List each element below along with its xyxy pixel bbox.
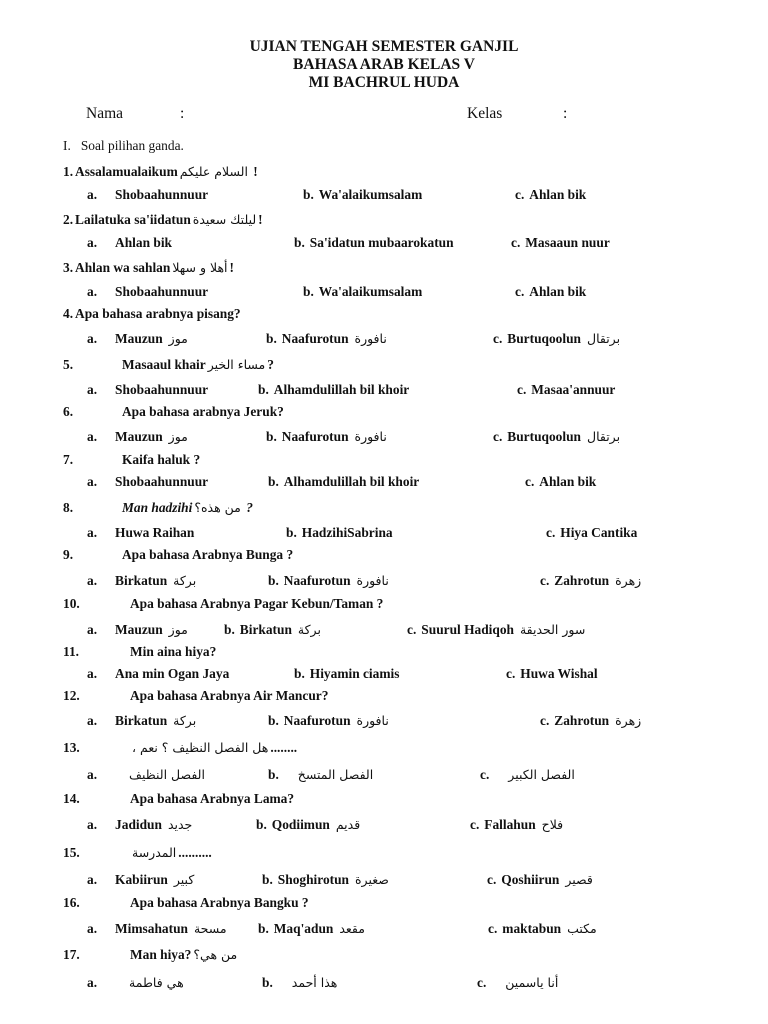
option-text: Shobaahunnuur: [115, 284, 209, 299]
option-label: a.: [87, 187, 98, 202]
option-text: Huwa Raihan: [115, 525, 195, 540]
option-15-b[interactable]: [262, 873, 389, 887]
question-text: Apa bahasa Arabnya Air Mancur?: [130, 688, 329, 703]
option-arabic: نافورة: [356, 713, 389, 728]
option-arabic: نافورة: [354, 429, 387, 444]
question-text: Min aina hiya?: [130, 644, 217, 659]
option-label: b.: [262, 975, 273, 990]
option-label: b.: [268, 713, 279, 728]
question-text: Apa bahasa Arabnya Bangku ?: [130, 895, 309, 910]
option-arabic: زهرة: [615, 573, 642, 588]
question-arabic: السلام عليكم: [179, 164, 248, 179]
option-arabic: جديد: [167, 817, 193, 832]
question-5: [63, 357, 274, 372]
option-10-c[interactable]: [407, 623, 585, 637]
option-2-b[interactable]: [294, 236, 454, 249]
option-12-c[interactable]: [540, 714, 641, 728]
question-number: 17.: [63, 947, 80, 962]
option-4-c[interactable]: [493, 332, 620, 346]
option-text: Mimsahatun: [115, 921, 188, 936]
option-text: Zahrotun: [554, 573, 610, 588]
option-13-c[interactable]: [480, 768, 575, 782]
question-text: Lailatuka sa'iidatun: [75, 212, 191, 227]
option-12-a[interactable]: [87, 714, 196, 728]
option-11-c[interactable]: [506, 667, 598, 680]
question-number: 7.: [63, 452, 74, 467]
option-label: c.: [515, 284, 525, 299]
question-text-wrap: [130, 846, 212, 860]
question-number: 5.: [63, 357, 74, 372]
option-label: b.: [268, 767, 279, 782]
question-text: Assalamualaikum: [75, 164, 178, 179]
question-arabic: مساء الخير: [207, 357, 266, 372]
question-7: [63, 452, 201, 467]
option-6-b[interactable]: [266, 430, 387, 444]
option-label: a.: [87, 622, 98, 637]
option-label: b.: [224, 622, 235, 637]
option-arabic: الفصل الكبير: [508, 767, 575, 782]
option-label: c.: [540, 573, 550, 588]
question-16: [63, 895, 309, 910]
option-arabic: هذا أحمد: [291, 975, 338, 990]
option-17-a[interactable]: [87, 976, 184, 990]
option-text: Wa'alaikumsalam: [318, 284, 423, 299]
option-7-b[interactable]: [268, 475, 419, 488]
question-8: [63, 500, 253, 515]
kelas-colon: :: [563, 105, 568, 122]
question-number: 8.: [63, 500, 74, 515]
question-text-wrap: [130, 597, 383, 610]
option-text: Alhamdulillah bil khoir: [273, 382, 410, 397]
option-text: maktabun: [502, 921, 562, 936]
option-label: a.: [87, 382, 98, 397]
option-2-c[interactable]: [511, 236, 610, 249]
question-text-wrap: [75, 164, 258, 179]
option-arabic: بركة: [173, 713, 197, 728]
option-4-a[interactable]: [87, 332, 188, 346]
option-11-a[interactable]: [87, 667, 229, 680]
question-13: [63, 740, 298, 755]
option-text: Burtuqoolun: [507, 429, 581, 444]
question-text-wrap: [122, 358, 274, 372]
option-text: Naafurotun: [283, 573, 351, 588]
option-9-b[interactable]: [268, 574, 389, 588]
option-label: b.: [286, 525, 297, 540]
question-text-wrap: [130, 689, 328, 702]
option-2-a[interactable]: [87, 236, 172, 249]
option-arabic: مكتب: [567, 921, 597, 936]
option-label: c.: [488, 921, 498, 936]
question-arabic: ليلتك سعيدة: [192, 212, 257, 227]
option-text: Birkatun: [115, 713, 168, 728]
option-1-c[interactable]: [515, 188, 586, 201]
question-number: 1.: [63, 164, 74, 179]
option-7-c[interactable]: [525, 475, 596, 488]
option-label: c.: [540, 713, 550, 728]
question-text-wrap: [130, 948, 239, 962]
option-label: a.: [87, 975, 98, 990]
option-arabic: سور الحديقة: [519, 622, 586, 637]
option-label: c.: [511, 235, 521, 250]
option-label: c.: [493, 331, 503, 346]
option-8-c[interactable]: [546, 526, 637, 539]
option-text: Naafurotun: [281, 429, 349, 444]
option-text: Ahlan bik: [115, 235, 172, 250]
question-text-wrap: [122, 548, 293, 561]
option-text: Qoshiirun: [501, 872, 560, 887]
question-number: 16.: [63, 895, 80, 910]
option-17-c[interactable]: [477, 976, 558, 990]
option-11-b[interactable]: [294, 667, 399, 680]
question-10: [63, 596, 384, 611]
option-label: b.: [303, 284, 314, 299]
option-4-b[interactable]: [266, 332, 387, 346]
option-label: c.: [470, 817, 480, 832]
option-label: b.: [268, 573, 279, 588]
question-text-wrap: [122, 453, 200, 466]
option-text: Naafurotun: [283, 713, 351, 728]
school-name: MI BACHRUL HUDA: [308, 74, 460, 91]
option-label: b.: [266, 429, 277, 444]
question-text: Man hadzihi: [122, 500, 193, 515]
option-arabic: هي فاطمة: [129, 975, 184, 990]
question-text: Apa bahasa Arabnya Bunga ?: [122, 547, 294, 562]
option-9-c[interactable]: [540, 574, 641, 588]
option-label: a.: [87, 474, 98, 489]
option-text: Hiya Cantika: [560, 525, 638, 540]
question-4: [63, 307, 241, 320]
question-6: [63, 404, 284, 419]
exam-title: UJIAN TENGAH SEMESTER GANJIL: [249, 38, 519, 55]
question-text-wrap: [130, 645, 216, 658]
option-arabic: موز: [168, 331, 188, 346]
option-arabic: نافورة: [356, 573, 389, 588]
question-suffix: !: [229, 260, 234, 275]
option-15-a[interactable]: [87, 873, 194, 887]
option-label: a.: [87, 921, 98, 936]
option-label: b.: [258, 382, 269, 397]
question-text: Apa bahasa Arabnya Pagar Kebun/Taman ?: [130, 596, 384, 611]
option-12-b[interactable]: [268, 714, 389, 728]
exam-subject: BAHASA ARAB KELAS V: [293, 56, 475, 73]
option-text: HadzihiSabrina: [301, 525, 393, 540]
option-text: Shobaahunnuur: [115, 187, 209, 202]
option-text: Sa'idatun mubaarokatun: [309, 235, 454, 250]
option-label: c.: [480, 767, 490, 782]
option-text: Masaaun nuur: [525, 235, 610, 250]
question-arabic: من هذه؟: [194, 500, 241, 515]
option-1-b[interactable]: [303, 188, 422, 201]
option-label: c.: [515, 187, 525, 202]
option-text: Birkatun: [239, 622, 292, 637]
option-label: a.: [87, 573, 98, 588]
option-arabic: نافورة: [354, 331, 387, 346]
question-text-wrap: [130, 896, 309, 909]
question-text-wrap: [75, 260, 234, 275]
question-text-wrap: [130, 741, 297, 755]
option-5-c[interactable]: [517, 383, 615, 396]
option-text: Fallahun: [484, 817, 536, 832]
question-1: [63, 165, 258, 179]
question-number: 14.: [63, 791, 80, 806]
option-arabic: كبير: [173, 872, 195, 887]
option-label: b.: [262, 872, 273, 887]
option-arabic: برتقال: [586, 429, 621, 444]
option-label: a.: [87, 525, 98, 540]
option-label: b.: [294, 235, 305, 250]
question-suffix: ........: [270, 740, 298, 755]
option-text: Huwa Wishal: [520, 666, 598, 681]
question-text: Masaaul khair: [122, 357, 206, 372]
question-14: [63, 791, 295, 806]
option-16-a[interactable]: [87, 922, 227, 936]
question-number: 13.: [63, 740, 80, 755]
question-17: [63, 947, 238, 962]
question-text-wrap: [75, 306, 241, 321]
option-arabic: موز: [168, 429, 188, 444]
question-arabic: المدرسة: [132, 845, 177, 860]
question-arabic: هل الفصل النظيف ؟ نعم ،: [132, 740, 269, 755]
question-arabic: أهلا و سهلا: [172, 260, 228, 275]
question-text: Apa bahasa arabnya pisang?: [75, 306, 241, 321]
option-arabic: بركة: [297, 622, 321, 637]
option-label: a.: [87, 713, 98, 728]
question-number: 3.: [63, 260, 74, 275]
option-label: b.: [268, 474, 279, 489]
option-text: Birkatun: [115, 573, 168, 588]
option-label: a.: [87, 429, 98, 444]
question-text-wrap: [122, 405, 284, 418]
question-text-wrap: [75, 212, 263, 227]
option-text: Wa'alaikumsalam: [318, 187, 423, 202]
option-16-c[interactable]: [488, 922, 597, 936]
kelas-label: Kelas: [467, 105, 503, 122]
option-text: Mauzun: [115, 331, 163, 346]
question-number: 12.: [63, 688, 80, 703]
option-label: a.: [87, 331, 98, 346]
option-label: c.: [493, 429, 503, 444]
option-text: Suurul Hadiqoh: [421, 622, 514, 637]
option-3-c[interactable]: [515, 285, 586, 298]
option-arabic: الفصل النظيف: [129, 767, 205, 782]
question-12: [63, 688, 329, 703]
question-number: 9.: [63, 547, 74, 562]
question-text: Man hiya?: [130, 947, 192, 962]
option-13-b[interactable]: [268, 768, 373, 782]
option-10-b[interactable]: [224, 623, 321, 637]
option-label: a.: [87, 817, 98, 832]
option-text: Shoghirotun: [277, 872, 349, 887]
option-label: a.: [87, 284, 98, 299]
question-suffix: ?: [242, 500, 253, 515]
option-15-c[interactable]: [487, 873, 593, 887]
option-8-a[interactable]: [87, 526, 194, 539]
option-label: a.: [87, 872, 98, 887]
option-arabic: بركة: [173, 573, 197, 588]
option-14-a[interactable]: [87, 818, 192, 832]
option-3-b[interactable]: [303, 285, 422, 298]
option-label: c.: [517, 382, 527, 397]
question-3: [63, 261, 234, 275]
nama-colon: :: [180, 105, 185, 122]
option-label: c.: [487, 872, 497, 887]
question-number: 15.: [63, 845, 80, 860]
option-label: a.: [87, 235, 98, 250]
option-label: c.: [546, 525, 556, 540]
option-text: Naafurotun: [281, 331, 349, 346]
option-text: Mauzun: [115, 622, 163, 637]
option-text: Maq'adun: [273, 921, 334, 936]
question-text: Apa bahasa arabnya Jeruk?: [122, 404, 284, 419]
option-arabic: برتقال: [586, 331, 621, 346]
option-text: Mauzun: [115, 429, 163, 444]
option-label: b.: [266, 331, 277, 346]
option-label: c.: [525, 474, 535, 489]
question-text: Ahlan wa sahlan: [75, 260, 171, 275]
option-10-a[interactable]: [87, 623, 188, 637]
question-arabic: من هي؟: [193, 947, 238, 962]
option-16-b[interactable]: [258, 922, 365, 936]
option-text: Ahlan bik: [529, 284, 587, 299]
question-suffix: !: [258, 212, 263, 227]
option-14-b[interactable]: [256, 818, 360, 832]
option-13-a[interactable]: [87, 768, 205, 782]
option-text: Shobaahunnuur: [115, 474, 209, 489]
option-text: Ana min Ogan Jaya: [115, 666, 230, 681]
option-5-b[interactable]: [258, 383, 409, 396]
option-text: Ahlan bik: [529, 187, 587, 202]
option-text: Qodiimun: [271, 817, 330, 832]
option-label: b.: [258, 921, 269, 936]
question-text-wrap: [122, 501, 253, 515]
option-text: Zahrotun: [554, 713, 610, 728]
option-arabic: أنا ياسمين: [505, 975, 559, 990]
option-text: Shobaahunnuur: [115, 382, 209, 397]
option-arabic: موز: [168, 622, 188, 637]
option-text: Kabiirun: [115, 872, 168, 887]
question-11: [63, 644, 217, 659]
question-suffix: ?: [267, 357, 274, 372]
option-arabic: مقعد: [339, 921, 365, 936]
option-14-c[interactable]: [470, 818, 563, 832]
option-arabic: قصير: [565, 872, 593, 887]
option-9-a[interactable]: [87, 574, 196, 588]
option-text: Burtuqoolun: [507, 331, 581, 346]
section-heading: I. Soal pilihan ganda.: [63, 138, 184, 153]
question-number: 4.: [63, 306, 74, 321]
option-arabic: صغيرة: [355, 872, 389, 887]
question-number: 11.: [63, 644, 79, 659]
option-arabic: قديم: [335, 817, 361, 832]
question-suffix: ..........: [178, 845, 212, 860]
option-17-b[interactable]: [262, 976, 337, 990]
option-3-a[interactable]: [87, 285, 208, 298]
nama-label: Nama: [86, 105, 124, 122]
option-text: Jadidun: [115, 817, 162, 832]
option-text: Masaa'annuur: [531, 382, 616, 397]
option-label: c.: [477, 975, 487, 990]
option-text: Ahlan bik: [539, 474, 597, 489]
question-9: [63, 547, 294, 562]
option-6-a[interactable]: [87, 430, 188, 444]
question-2: [63, 213, 263, 227]
option-label: b.: [303, 187, 314, 202]
option-text: Hiyamin ciamis: [309, 666, 400, 681]
option-5-a[interactable]: [87, 383, 208, 396]
option-label: a.: [87, 666, 98, 681]
question-text-wrap: [130, 792, 294, 805]
option-label: b.: [256, 817, 267, 832]
question-text: Apa bahasa Arabnya Lama?: [130, 791, 295, 806]
question-number: 10.: [63, 596, 80, 611]
question-15: [63, 845, 212, 860]
option-label: b.: [294, 666, 305, 681]
option-7-a[interactable]: [87, 475, 208, 488]
option-arabic: زهرة: [615, 713, 642, 728]
question-number: 2.: [63, 212, 74, 227]
option-label: a.: [87, 767, 98, 782]
option-arabic: الفصل المتسخ: [297, 767, 374, 782]
option-arabic: مسحة: [193, 921, 227, 936]
option-label: c.: [407, 622, 417, 637]
question-number: 6.: [63, 404, 74, 419]
option-6-c[interactable]: [493, 430, 620, 444]
question-text: Kaifa haluk ?: [122, 452, 201, 467]
option-8-b[interactable]: [286, 526, 393, 539]
option-arabic: فلاح: [541, 817, 564, 832]
question-suffix: !: [249, 164, 258, 179]
option-label: c.: [506, 666, 516, 681]
option-text: Alhamdulillah bil khoir: [283, 474, 420, 489]
option-1-a[interactable]: [87, 188, 208, 201]
